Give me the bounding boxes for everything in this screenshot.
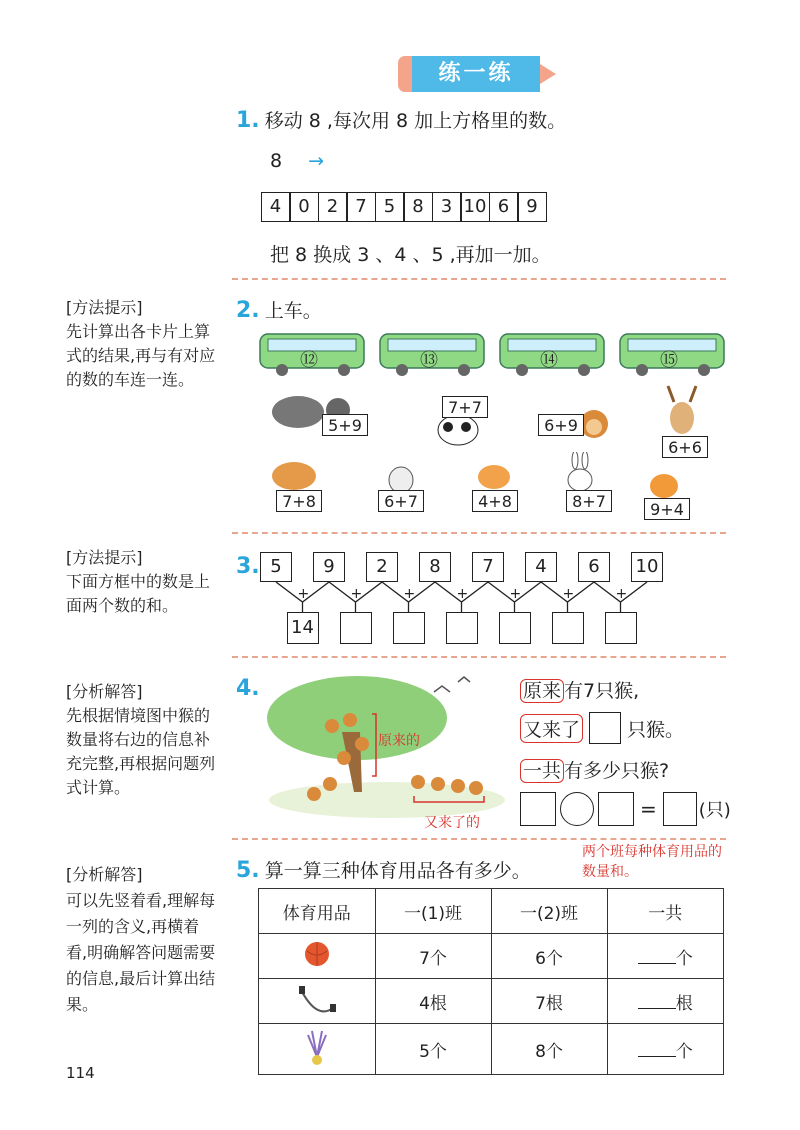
question-5	[236, 856, 531, 883]
q4-line2	[520, 712, 684, 744]
plus-sign: +	[403, 586, 416, 602]
keyword-total: 一共	[520, 759, 564, 783]
number-cell: 8	[403, 192, 433, 222]
bus-icon[interactable]	[258, 330, 368, 378]
q1-mover-number: 8	[270, 150, 283, 172]
addend-box: 10	[631, 552, 663, 582]
unit-label: (只)	[698, 800, 731, 821]
divider	[232, 532, 726, 534]
number-cell: 9	[517, 192, 547, 222]
q5-number: 5.	[236, 858, 260, 883]
number-cell: 3	[432, 192, 462, 222]
q3-sum-diagram	[260, 552, 730, 646]
table-header-row	[259, 889, 724, 934]
column-header: 一共	[607, 889, 723, 934]
q2-text: 上车。	[264, 300, 322, 322]
plus-sign: +	[562, 586, 575, 602]
sum-box[interactable]	[605, 612, 637, 644]
addend-box: 4	[525, 552, 557, 582]
q4-line2-text: 只猴。	[627, 718, 685, 741]
bus-number: ⑮	[660, 350, 678, 371]
bus-number: ⑬	[420, 350, 438, 371]
operator-circle[interactable]	[560, 792, 594, 826]
answer-box[interactable]	[589, 712, 621, 744]
table-row	[259, 934, 724, 979]
q4-sidebar-text: 先根据情境图中猴的数量将右边的信息补充完整,再根据问题列式计算。	[66, 706, 216, 797]
q1-mover	[270, 150, 324, 172]
plus-sign: +	[297, 586, 310, 602]
bus-icon[interactable]	[498, 330, 608, 378]
q1-text: 移动 8 ,每次用 8 加上方格里的数。	[264, 110, 567, 132]
column-header: 体育用品	[259, 889, 376, 934]
bus-icon[interactable]	[618, 330, 728, 378]
table-cell: 8个	[491, 1024, 607, 1075]
section-title: 练一练	[412, 56, 540, 92]
expression-card[interactable]: 5+9	[322, 414, 368, 436]
plus-sign: +	[350, 586, 363, 602]
answer-cell[interactable]	[607, 1024, 723, 1075]
q3-sidebar-tag: [方法提示]	[66, 548, 143, 567]
sum-box[interactable]	[499, 612, 531, 644]
squirrel-icon	[264, 456, 324, 492]
bus-number: ⑭	[540, 350, 558, 371]
cat-icon	[476, 460, 512, 490]
unit-label: 个	[675, 1041, 693, 1062]
bus-number: ⑫	[300, 350, 318, 371]
number-cell: 4	[261, 192, 291, 222]
sum-box[interactable]	[393, 612, 425, 644]
answer-box[interactable]	[598, 792, 634, 826]
q4-sidebar	[66, 680, 216, 800]
q3-sidebar	[66, 546, 216, 618]
divider	[232, 278, 726, 280]
answer-cell[interactable]	[607, 934, 723, 979]
q2-sidebar-tag: [方法提示]	[66, 298, 143, 317]
sum-box[interactable]	[552, 612, 584, 644]
q2-sidebar	[66, 296, 216, 392]
table-cell: 5个	[375, 1024, 491, 1075]
sports-table	[258, 888, 724, 1075]
expression-card[interactable]: 7+8	[276, 490, 322, 512]
table-row	[259, 1024, 724, 1075]
q5-sidebar	[66, 862, 216, 1018]
expression-card[interactable]: 6+7	[378, 490, 424, 512]
q4-line3-text: 有多少只猴?	[564, 760, 670, 782]
table-cell: 4根	[375, 979, 491, 1024]
number-cell: 6	[489, 192, 519, 222]
number-cell: 0	[289, 192, 319, 222]
ball-icon	[259, 934, 376, 979]
divider	[232, 656, 726, 658]
sum-box[interactable]	[446, 612, 478, 644]
number-cell: 10	[460, 192, 490, 222]
table-cell: 6个	[491, 934, 607, 979]
q1-number: 1.	[236, 108, 260, 133]
answer-cell[interactable]	[607, 979, 723, 1024]
handwritten-note: 两个班每种体育用品的数量和。	[582, 844, 722, 880]
q5-sidebar-tag: [分析解答]	[66, 865, 143, 884]
number-cell: 2	[318, 192, 348, 222]
bus-icon[interactable]	[378, 330, 488, 378]
q2-number: 2.	[236, 298, 260, 323]
sum-box[interactable]	[340, 612, 372, 644]
column-header: 一(1)班	[375, 889, 491, 934]
q3-number: 3.	[236, 554, 260, 579]
label-original-monkeys: 原来的	[378, 733, 420, 749]
addend-box: 7	[472, 552, 504, 582]
expression-card[interactable]: 7+7	[442, 396, 488, 418]
q4-line1	[520, 676, 639, 703]
q5-sidebar-text: 可以先竖着看,理解每一列的含义,再横着看,明确解答问题需要的信息,最后计算出结果。	[66, 891, 216, 1014]
q2-sidebar-text: 先计算出各卡片上算式的结果,再与有对应的数的车连一连。	[66, 322, 216, 389]
label-arrived-monkeys: 又来了的	[424, 815, 480, 831]
table-row	[259, 979, 724, 1024]
rabbit-icon	[564, 452, 596, 492]
unit-label: 根	[675, 993, 693, 1014]
table-cell: 7个	[375, 934, 491, 979]
expression-card[interactable]: 6+9	[538, 414, 584, 436]
answer-box[interactable]	[663, 792, 697, 826]
q4-line1-text: 有7只猴,	[564, 680, 640, 702]
sum-box[interactable]: 14	[287, 612, 319, 644]
plus-sign: +	[509, 586, 522, 602]
unit-label: 个	[675, 948, 693, 969]
plus-sign: +	[456, 586, 469, 602]
column-header: 一(2)班	[491, 889, 607, 934]
expression-card[interactable]: 9+4	[644, 498, 690, 520]
q1-followup: 把 8 换成 3 、4 、5 ,再加一加。	[270, 244, 551, 266]
q4-equation	[520, 792, 731, 826]
arrow-right-icon: →	[308, 150, 325, 172]
keyword-original: 原来	[520, 679, 564, 703]
addend-box: 5	[260, 552, 292, 582]
q3-sidebar-text: 下面方框中的数是上面两个数的和。	[66, 572, 211, 615]
expression-card[interactable]: 6+6	[662, 436, 708, 458]
number-cell: 7	[346, 192, 376, 222]
q1-number-strip	[262, 192, 547, 222]
addend-box: 6	[578, 552, 610, 582]
addend-box: 8	[419, 552, 451, 582]
q5-text: 算一算三种体育用品各有多少。	[264, 860, 531, 882]
answer-box[interactable]	[520, 792, 556, 826]
q4-number: 4.	[236, 676, 260, 701]
number-cell: 5	[375, 192, 405, 222]
page-number: 114	[66, 1064, 95, 1082]
bus-row	[258, 330, 728, 380]
addend-box: 2	[366, 552, 398, 582]
question-2	[236, 296, 322, 323]
plus-sign: +	[615, 586, 628, 602]
q4-sidebar-tag: [分析解答]	[66, 682, 143, 701]
section-banner	[398, 56, 563, 92]
addend-box: 9	[313, 552, 345, 582]
expression-card[interactable]: 8+7	[566, 490, 612, 512]
question-1	[236, 106, 566, 133]
shuttlecock-icon	[259, 1024, 376, 1075]
q4-line3	[520, 756, 669, 783]
expression-card[interactable]: 4+8	[472, 490, 518, 512]
tiger-icon	[648, 470, 680, 500]
table-cell: 7根	[491, 979, 607, 1024]
jump-rope-icon	[259, 979, 376, 1024]
divider	[232, 838, 726, 840]
equals-sign: =	[640, 797, 657, 821]
keyword-came: 又来了	[520, 714, 583, 743]
deer-icon	[660, 384, 704, 438]
